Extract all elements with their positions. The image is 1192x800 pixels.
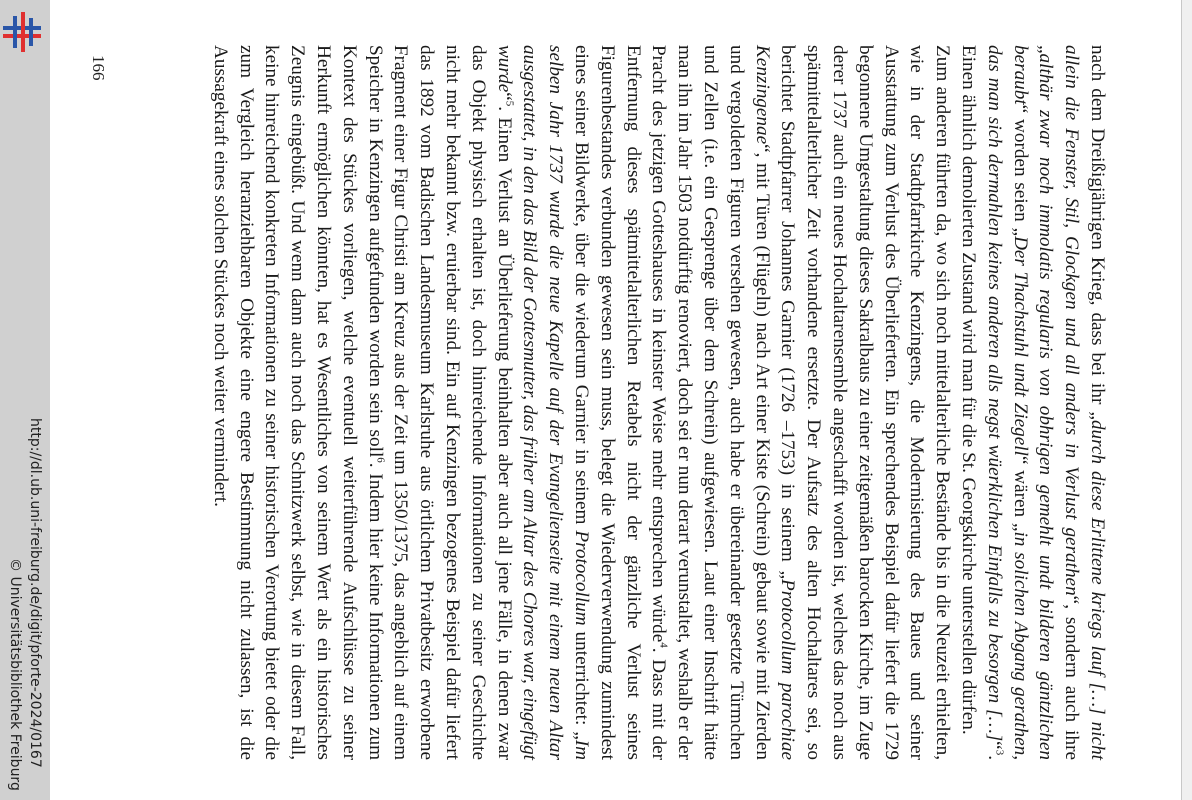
paragraph-1 (955, 45, 1110, 760)
text-run: . Dass mit der Entfernung dieses spätmittelalterlichen Retabels nicht der gänzliche Verlust seines Figurenbestandes verbunden gewesen sein muss, belegt die Wiederverwendung zumindest eines seiner Bildwerke, über die wiederum Garnier in seinem (571, 45, 670, 760)
text-run: “ (983, 741, 1005, 750)
text-run: “ (493, 92, 515, 101)
paragraph-2 (207, 45, 955, 760)
text-run: nach dem Dreißigjährigen Krieg, dass bei ihr „ (1087, 45, 1108, 420)
quotation-text: Im selben Jahr 1737 wurde die neue Kapelle auf der Evangelienseite mit einem neuen Altar ausgestattet, in den das Bild der Gottesmutter, das früher am Altar des Chores war, eingefügt wurde (493, 45, 593, 761)
quotation-text: althär zwar noch immolatis regularis von obhrigen gemehlt undt bilderen gäntzlichen beraubt (1009, 45, 1057, 760)
quotation-text: Protocollum (571, 530, 593, 626)
source-url[interactable]: http://dl.ub.uni-freiburg.de/digit/pforte-2024/0167 (27, 418, 43, 768)
quotation-text: Protocollum parochiae Kenzingenae (751, 45, 799, 760)
quotation-text: Der Thachstuhl undt Ziegell (1009, 236, 1031, 456)
footnote-ref: 6 (374, 457, 387, 463)
document-page (89, 45, 1110, 765)
text-run: . Indem hier keine Informationen zum Kontext des Stückes vorliegen, welche eventuell weiterführende Aufschlüsse zu seiner Herkunft ermöglichen könnten, hat es Wesentliches von seinem Wert als ein historisches Zeugnis eingebüßt. Und wenn dann auch noch das Schnitzwerk selbst, wie in diesem Fall, keine hinreichend konkreten Informationen zu seiner historischen Verortung bietet oder die zum Vergleich heranziehbaren Objekte eine engere Bestimmung nicht zulassen, ist die Aussagekraft eines solchen Stückes noch weiter vermindert. (209, 45, 386, 760)
page-number: 166 (89, 55, 108, 81)
footnote-ref: 4 (657, 642, 670, 648)
text-run: unterrichtet: „ (571, 625, 593, 740)
quotation-text: in solichen Abgang gerathen, das man sich dermahlen keines anderen alls negst wüerklichen Einfalls zu besorgen […] (983, 45, 1031, 761)
quotation-text: durch diese Erlittene kriegs lauf […] nicht allein die Fenster, Stil, Glockgen und all anders in Verlust gerathen (1061, 45, 1108, 760)
text-run: Zum anderen führten da, wo sich noch mittelalterliche Bestände bis in die Neuzeit erhielten, wie in der Stadtpfarrkirche Kenzingens, die Modernisierung des Baues und seiner Ausstattung zum Verlust des Überlieferten. Ein sprechendes Beispiel dafür liefert die 1729 begonnene Umgestaltung dieses Sakralbaus zu einer zeitgemäßen barocken Kirche, im Zuge derer 1737 auch ein neues Hochaltarensemble angeschafft worden ist, welches das noch aus spätmittelalterlicher Zeit vorhandene ersetzte. Der Aufsatz des alten Hochaltares sei, so berichtet Stadtpfarrer Johannes Garnier (1726 –1753) in seinem „ (777, 45, 954, 760)
body-text (207, 45, 1110, 760)
footnote-ref: 3 (993, 749, 1006, 756)
ub-freiburg-logo-icon (3, 12, 41, 52)
text-run: “, mit Türen (Flügeln) nach Art einer Kiste (Schrein) gebaut sowie mit Zierden und vergoldeten Figuren versehen gewesen, auch habe er übereinander gesetzte Türmchen und Zellen (i.e. ein Gesprenge über dem Schrein) aufgewiesen. Laut einer Inschrift hätte man ihn im Jahr 1503 notdürftig renoviert, doch sei er nun derart verunstaltet, weshalb er der Pracht des jetzigen Gotteshauses in keinster Weise mehr entsprechen würde (648, 45, 773, 760)
text-run: “ worden seien „ (1009, 104, 1031, 237)
page-edge (1181, 0, 1192, 800)
text-run: . Einen Verlust an Überlieferung beinhalten aber auch all jene Fälle, in denen zwar das Objekt physisch erhalten ist, doch hinreichende Informationen zu seiner Geschichte nicht mehr bekannt bzw. eruierbar sind. Ein auf Kenzingen bezogenes Beispiel dafür liefert das 1892 vom Badischen Landesmuseum Karlsruhe aus örtlichem Privatbesitz erworbene Fragment einer Figur Christi am Kreuz aus der Zeit um 1350/1375, das angeblich auf einem Speicher in Kenzingen aufgefunden worden sein soll (364, 45, 515, 760)
text-run: “, sondern auch ihre „ (1035, 45, 1083, 760)
text-run: “ wären „ (1009, 455, 1031, 532)
copyright-notice: © Universitätsbibliothek Freiburg (7, 558, 23, 791)
text-run: . Einen ähnlich demolierten Zustand wird man für die St. Georgskirche unterstellen dürfen. (958, 45, 1005, 760)
footnote-ref: 5 (503, 100, 516, 107)
viewer-sidebar (0, 0, 50, 800)
